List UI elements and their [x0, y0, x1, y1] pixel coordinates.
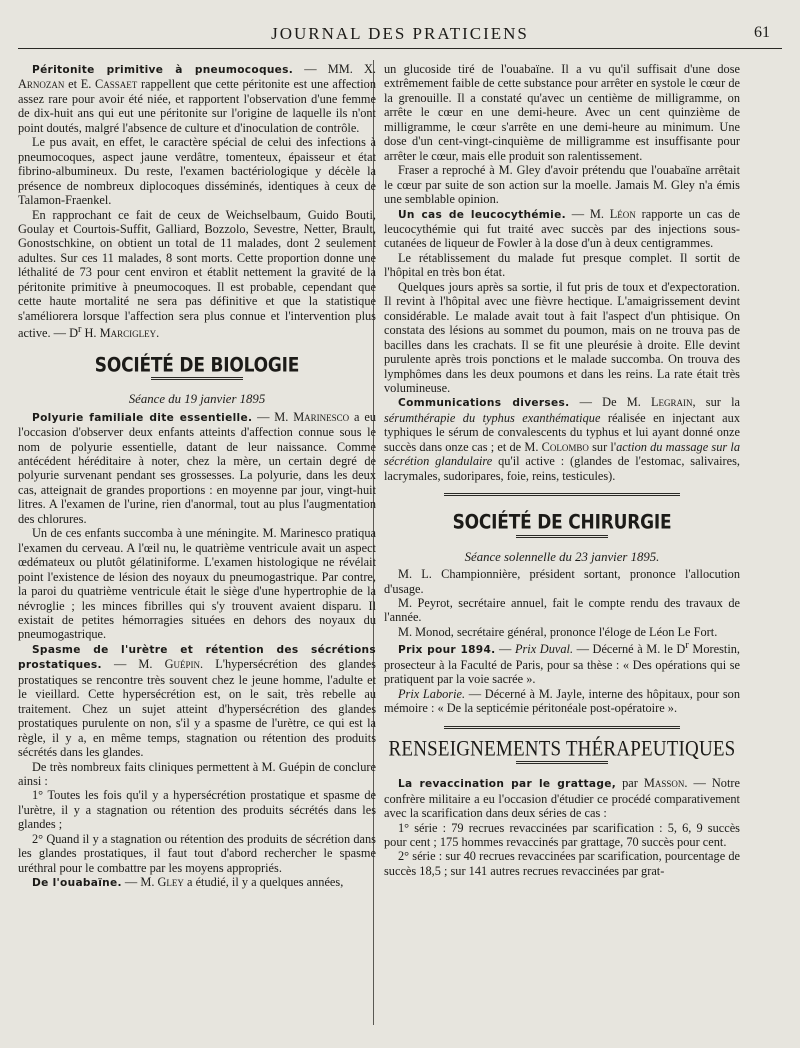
seance-date: Séance solennelle du 23 janvier 1895. [464, 549, 660, 564]
paragraph: Prix Laborie. — Décerné à M. Jayle, interne des hôpitaux, pour son mémoire : « De la septicémie péritonéale post-opératoire ». [384, 686, 740, 716]
running-title: JOURNAL DES PRATICIENS [271, 24, 529, 43]
left-column [18, 62, 376, 891]
section-rule [444, 726, 680, 731]
paragraph: En rapprochant ce fait de ceux de Weichselbaum, Guido Bouti, Goulay et Courtois-Suffit, Galliard, Bozzolo, Sevestre, Netter, Brault, Gonostschkine, on obtient un total de 11 malades, dont 2 seulement adultes. Sur ces 11 malades, 8 sont morts. Cette proportion donne une léthalité de 73 pour cent environ et établit nettement la gravité de la péritonite primitive à pneumocoques. Il est probable, cependant que cette haute mortalité ne sera pas définitive et que la statistique s'améliorera lorsque l'affection sera plus connue et l'intervention plus active. — $D^r$ H. Marcigley. [18, 207, 376, 341]
section-title-biologie: SOCIÉTÉ DE BIOLOGIE [94, 354, 300, 378]
article-ouabaine: De l'ouabaïne. — M. Gley a étudié, il y a quelques années, [32, 875, 344, 890]
paragraph: M. Monod, secrétaire général, prononce l'éloge de Léon Le Fort. [398, 624, 718, 639]
paragraph: 2° Quand il y a stagnation ou rétention des produits de sécrétion dans les glandes prostatiques, il faut tout d'abord rechercher le spasme uréthral pour le combattre par les moyens appropriés. [18, 831, 376, 875]
paragraph: 1° Toutes les fois qu'il y a hypersécrétion prostatique et spasme de l'urètre, il y a stagnation ou rétention des produits sécrétés dans les glandes ; [18, 788, 376, 832]
paragraph: De très nombreux faits cliniques permettent à M. Guépin de conclure ainsi : [18, 759, 376, 788]
section-rule [444, 493, 680, 498]
article-communications: Communications diverses. — De M. Legrain, sur la sérumthérapie du typhus exanthématique réalisée en injectant aux typhiques le sérum de convalescents du typhus et lui ayant donné onze succès dans onze cas ; et de M. Colombo sur l'action du massage sur la sécrétion glandulaire qu'il active : (glandes de l'estomac, salivaires, lacrymales, sudoripares, foie, reins, testicules). [384, 395, 740, 483]
right-column [384, 62, 740, 878]
paragraph: Le pus avait, en effet, le caractère spécial de celui des infections à pneumocoques, aspect jaune verdâtre, tomenteux, épaisseur et état fibrino-albumineux. Du reste, l'examen bactériologique y décèle la présence de nombreux diplocoques disséminés, identiques à ceux de Talamon-Fraenkel. [18, 135, 376, 208]
article-spasme: Spasme de l'urètre et rétention des sécrétions prostatiques. — M. Guépin. L'hypersécrétion des glandes prostatiques se rencontre très souvent chez le jeune homme, l'adulte et le vieillard. Cette hypersécrétion est, on le sait, très rebelle au traitement. Chez un sujet atteint d'hypersécrétion des glandes prostatiques purulente on non, s'il y a spasme de l'urètre, ce qui est la règle, il y a, en même temps, stagnation ou rétention des produits sécrétés dans les glandes. [18, 643, 376, 760]
article-polyurie: Polyurie familiale dite essentielle. — M. Marinesco a eu l'occasion d'observer deux enfants atteints d'affection connue sous le nom de polyurie essentielle, datant de leur naissance. Comme antécédent héréditaire à noter, chez la mère, un certain degré de polyurie survenant pendant ses grossesses. La polyurie, dans les deux cas, atteignait de grandes proportions : en moyenne par jour, vingt-huit litres. A l'examen de l'urine, rien d'anormal, tout au plus l'augmentation des chlorures. [18, 409, 376, 526]
seance-date: Séance du 19 janvier 1895 [128, 392, 266, 407]
page-header [18, 20, 782, 49]
article-prix: Prix pour 1894. — Prix Duval. — Décerné à M. le $D^r$ Morestin, prosecteur à la Faculté de Paris, pour sa thèse : « Des opérations qui se pratiquent par la voie sacrée ». [384, 640, 740, 687]
paragraph: M. Peyrot, secrétaire annuel, fait le compte rendu des travaux de l'année. [384, 595, 740, 625]
paragraph: Le rétablissement du malade fut presque complet. Il sortit de l'hôpital en très bon état. [384, 250, 740, 280]
paragraph: Fraser a reproché à M. Gley d'avoir prétendu que l'ouabaïne arrêtait le cœur par suite de son action sur la moelle. Jamais M. Gley n'a émis une semblable opinion. [384, 163, 740, 207]
title-rule [516, 535, 608, 540]
paragraph: M. L. Championnière, président sortant, prononce l'allocution d'usage. [384, 567, 740, 596]
paragraph: Un de ces enfants succomba à une méningite. M. Marinesco pratiqua l'examen du cerveau. A l'œil nu, le quatrième ventricule avait un aspect œdémateux ou plutôt gélatiniforme. L'examen histologique ne révélait point l'existence de lésion des noyaux du pneumogastrique. Par contre, la paroi du quatrième ventricule était le siège d'une hypertrophie de la névroglie ; les minces fibrilles qui s'y trouvent avaient disparu. Il existait de petites hémorragies situées en dehors des noyaux du pneumogastrique. [18, 526, 376, 642]
section-title-chirurgie: SOCIÉTÉ DE CHIRURGIE [452, 511, 672, 535]
paragraph: 1° série : 79 recrues revaccinées par scarification : 5, 6, 9 succès pour cent ; 175 hommes revaccinés par grattage, 70 succès pour cent. [384, 820, 740, 849]
article-peritonite: Péritonite primitive à pneumocoques. — MM. X. Arnozan et E. Cassaet rappellent que cette péritonite est une affection assez rare pour avoir été niée, et rapportent l'observation d'une femme de dix-huit ans qui eut une péritonite sur l'origine de laquelle ils n'ont point doutés, malgré l'absence de culture et d'inoculation de contrôle. [18, 62, 377, 135]
paragraph: 2° série : sur 40 recrues revaccinées par scarification, pourcentage de succès 18,5 ; sur 141 autres recrues revaccinées par grat- [384, 849, 740, 878]
title-rule [151, 377, 243, 382]
paragraph: Quelques jours après sa sortie, il fut pris de toux et d'expectoration. Il revint à l'hôpital avec une fièvre hectique. L'amaigrissement devint considérable. Le malade avait tout à fait l'aspect d'un phtisique. On constata des lésions au sommet du poumon, mais on ne trouva pas de bacilles dans les crachats. Il se fit une pleurésie à droite. Elle devint purulente après trois ponctions et le malade succomba. On trouva des lymphômes dans les deux poumons et dans les reins. La rate était très volumineuse. [384, 279, 740, 395]
title-rule [516, 761, 608, 766]
article-leucocythemie: Un cas de leucocythémie. — M. Léon rapporte un cas de leucocythémie qui fut traité avec succès par des injections sous-cutanées de liqueur de Fowler à la dose d'un à deux centigrammes. [384, 206, 740, 251]
article-revaccination: La revaccination par le grattage, par Masson. — Notre confrère militaire a eu l'occasion d'étudier ce procédé comparativement avec la scarification dans deux séries de cas : [384, 776, 740, 821]
section-title-renseignements: RENSEIGNEMENTS THÉRAPEUTIQUES [388, 737, 736, 762]
page-number: 61 [754, 24, 770, 41]
paragraph: un glucoside tiré de l'ouabaïne. Il a vu qu'il suffisait d'une dose extrêmement faible de cette substance pour arrêter en systole le cœur de la grenouille. Il a constaté qu'avec un centième de milligramme, on arrête le cœur en une demi-heure. Avec un cent quinzième de milligramme, le cœur s'arrête en une demi-heure au minimum. Une dose d'un cent-vingt-cinquième de milligramme est insuffisante pour arrêter le cœur, mais elle produit son ralentissement. [384, 62, 740, 163]
